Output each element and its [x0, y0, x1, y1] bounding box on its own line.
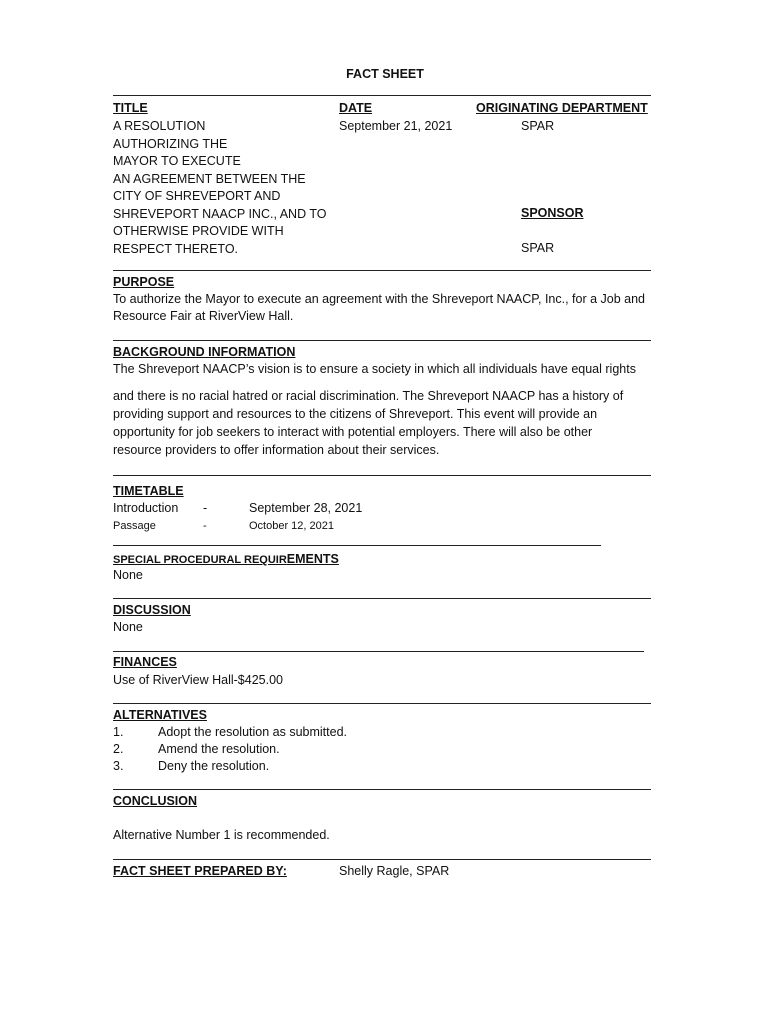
- alternative-number: 1.: [113, 725, 124, 739]
- sponsor-value: SPAR: [521, 241, 555, 255]
- purpose-label: PURPOSE: [113, 275, 175, 289]
- background-line: providing support and resources to the citizens of Shreveport. This event will provide an: [113, 407, 598, 421]
- purpose-line: Resource Fair at RiverView Hall.: [113, 309, 294, 323]
- background-label: BACKGROUND INFORMATION: [113, 345, 296, 359]
- title-text: [113, 118, 327, 258]
- finances-value: Use of RiverView Hall-$425.00: [113, 673, 283, 687]
- title-line: AN AGREEMENT BETWEEN THE: [113, 171, 306, 186]
- date-value: September 21, 2021: [339, 119, 453, 133]
- discussion-value: None: [113, 620, 143, 634]
- title-line: CITY OF SHREVEPORT AND: [113, 189, 281, 203]
- divider: [113, 651, 644, 652]
- sponsor-label: SPONSOR: [521, 206, 584, 220]
- timetable-dash: -: [203, 501, 208, 515]
- timetable-stage: Passage: [113, 520, 156, 532]
- divider: [113, 95, 651, 96]
- title-line: OTHERWISE PROVIDE WITH: [113, 224, 284, 238]
- timetable-date: October 12, 2021: [249, 520, 335, 532]
- title-line: AUTHORIZING THE: [113, 136, 228, 151]
- alternative-number: 3.: [113, 759, 124, 773]
- special-value: None: [113, 568, 143, 582]
- timetable-date: September 28, 2021: [249, 501, 363, 515]
- timetable-label: TIMETABLE: [113, 484, 184, 498]
- special-label-small: SPECIAL PROCEDURAL REQUIR: [113, 554, 287, 566]
- timetable-dash: -: [203, 520, 207, 532]
- conclusion-value: Alternative Number 1 is recommended.: [113, 828, 330, 842]
- prepared-value: Shelly Ragle, SPAR: [339, 864, 450, 878]
- finances-label: FINANCES: [113, 655, 177, 669]
- alternative-number: 2.: [113, 742, 124, 756]
- background-line: and there is no racial hatred or racial discrimination. The Shreveport NAACP has a history of: [113, 389, 624, 403]
- divider: [113, 789, 651, 790]
- divider: [113, 270, 651, 271]
- background-line: The Shreveport NAACP’s vision is to ensure a society in which all individuals have equal rights: [113, 362, 636, 376]
- divider: [113, 545, 601, 546]
- title-line: MAYOR TO EXECUTE: [113, 154, 241, 168]
- prepared-label: FACT SHEET PREPARED BY:: [113, 864, 287, 878]
- alternative-text: Deny the resolution.: [158, 759, 270, 773]
- date-label: DATE: [339, 101, 373, 115]
- divider: [113, 703, 651, 704]
- discussion-label: DISCUSSION: [113, 603, 191, 617]
- alternative-text: Amend the resolution.: [158, 742, 280, 756]
- special-label-big: EMENTS: [286, 552, 339, 566]
- title-line: SHREVEPORT NAACP INC., AND TO: [113, 206, 327, 221]
- alternative-text: Adopt the resolution as submitted.: [158, 725, 348, 739]
- background-line: resource providers to offer information about their services.: [113, 443, 440, 457]
- timetable-stage: Introduction: [113, 501, 179, 515]
- background-line: opportunity for job seekers to interact with potential employers. There will also be other: [113, 425, 593, 439]
- special-label: [113, 551, 339, 570]
- divider: [113, 340, 651, 341]
- divider: [113, 859, 651, 860]
- title-line: RESPECT THERETO.: [113, 241, 239, 256]
- alternatives-label: ALTERNATIVES: [113, 708, 207, 722]
- document-title: FACT SHEET: [346, 67, 424, 81]
- conclusion-label: CONCLUSION: [113, 794, 198, 808]
- divider: [113, 598, 651, 599]
- purpose-line: To authorize the Mayor to execute an agreement with the Shreveport NAACP, Inc., for a Job and: [113, 292, 646, 306]
- title-line: A RESOLUTION: [113, 119, 206, 133]
- divider: [113, 475, 651, 476]
- title-label: TITLE: [113, 101, 148, 115]
- dept-label: ORIGINATING DEPARTMENT: [476, 101, 648, 115]
- dept-value: SPAR: [521, 119, 555, 133]
